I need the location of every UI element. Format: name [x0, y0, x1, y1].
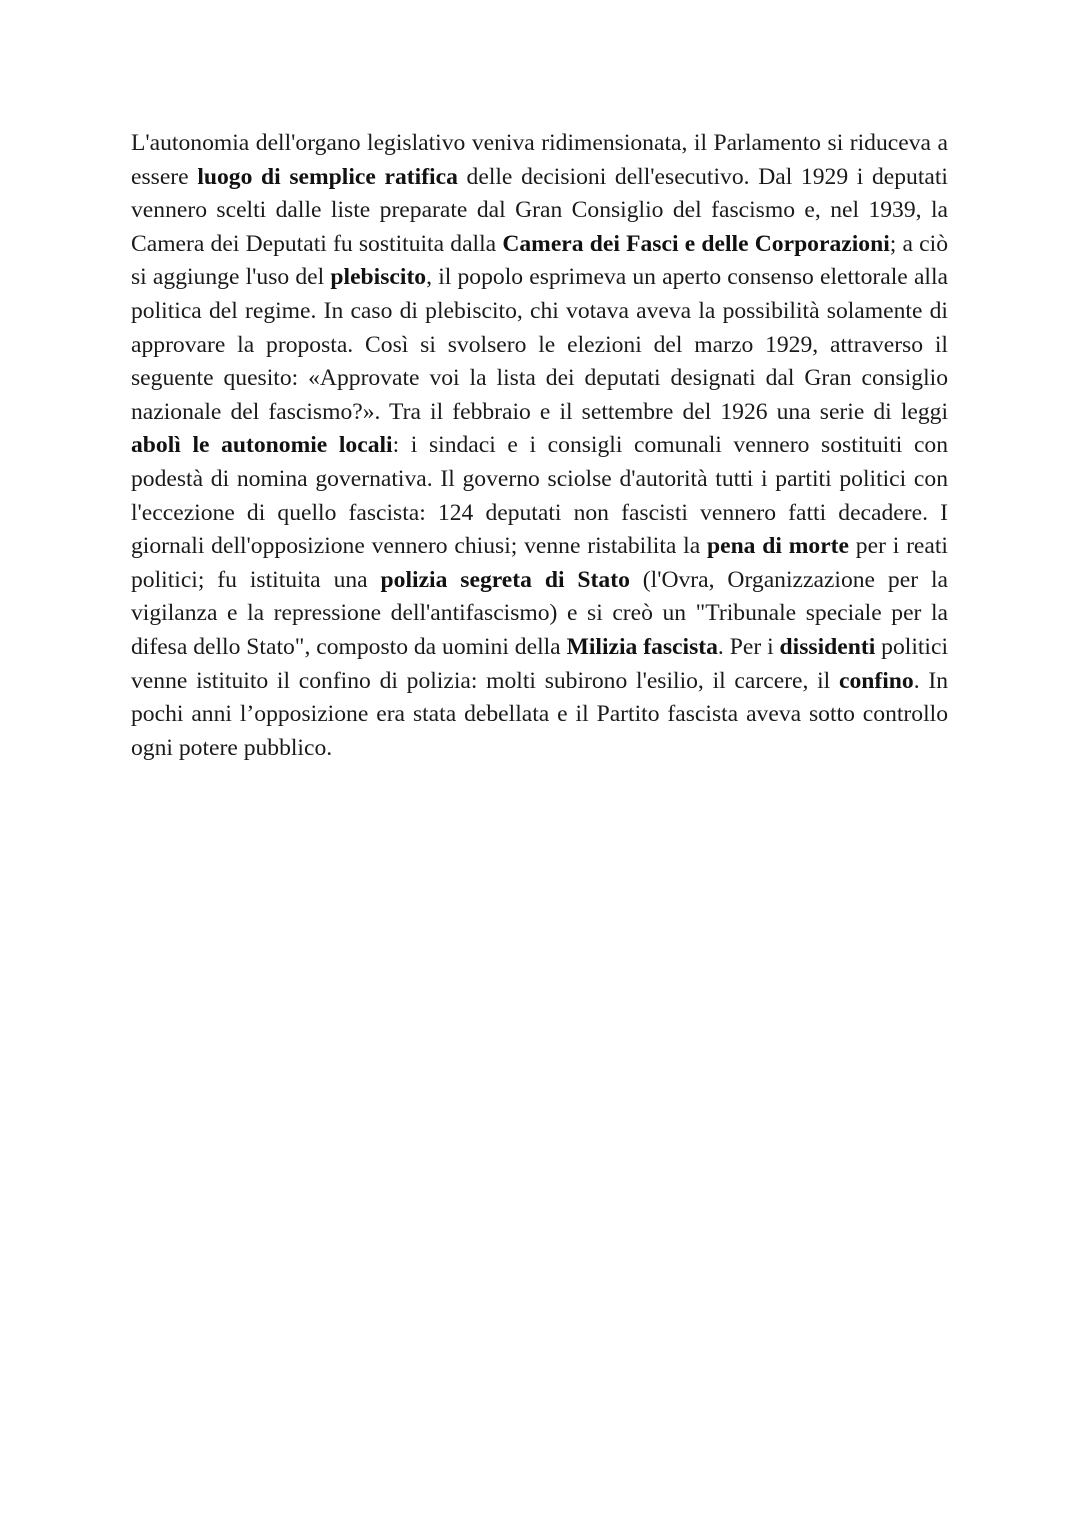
bold-phrase: abolì le autonomie locali [131, 432, 393, 459]
text-run: L'autonomia dell'organo legislativo veniva ridimensionata, il Parlamento si riduceva a essere [131, 130, 948, 190]
text-run: (l'Ovra, Organizzazione per la vigilanza e la repressione dell'antifascismo) e si creò un "Tribunale speciale per la difesa dello Stato", composto da uomini della [131, 566, 948, 660]
bold-phrase: confino [838, 667, 914, 694]
bold-phrase: pena di morte [706, 533, 849, 560]
text-run: : i sindaci e i consigli comunali vennero sostituiti con podestà di nomina governativa. Il governo sciolse d'autorità tutti i partiti politici con l'eccezione di quello fascista: 124 deputati non fascisti vennero fatti decadere. I giornali dell'opposizione vennero chiusi; venne ristabilita la [131, 432, 949, 560]
bold-phrase: Milizia fascista [566, 633, 718, 660]
text-run: . Per i [717, 633, 780, 660]
bold-phrase: polizia segreta di Stato [380, 566, 630, 593]
body-paragraph [131, 127, 948, 765]
bold-phrase: luogo di semplice ratifica [197, 163, 458, 190]
text-run: . In pochi anni l’opposizione era stata debellata e il Partito fascista aveva sotto controllo ogni potere pubblico. [131, 667, 949, 761]
text-run: politici venne istituito il confino di polizia: molti subirono l'esilio, il carcere, il [131, 633, 949, 694]
bold-phrase: Camera dei Fasci e delle Corporazioni [502, 230, 890, 257]
text-run: delle decisioni dell'esecutivo. Dal 1929 i deputati vennero scelti dalle liste preparate dal Gran Consiglio del fascismo e, nel 1939, la Camera dei Deputati fu sostituita dalla [131, 163, 948, 257]
text-run: , il popolo esprimeva un aperto consenso elettorale alla politica del regime. In caso di plebiscito, chi votava aveva la possibilità solamente di approvare la proposta. Così si svolsero le elezioni del marzo 1929, attraverso il seguente quesito: «Approvate voi la lista dei deputati designati dal Gran consiglio nazionale del fascismo?». Tra il febbraio e il settembre del 1926 una serie di leggi [131, 264, 948, 425]
bold-phrase: dissidenti [779, 633, 876, 660]
bold-phrase: plebiscito [330, 264, 427, 291]
text-run: per i reati politici; fu istituita una [131, 533, 948, 593]
text-run: ; a ciò si aggiunge l'uso del [131, 230, 949, 291]
